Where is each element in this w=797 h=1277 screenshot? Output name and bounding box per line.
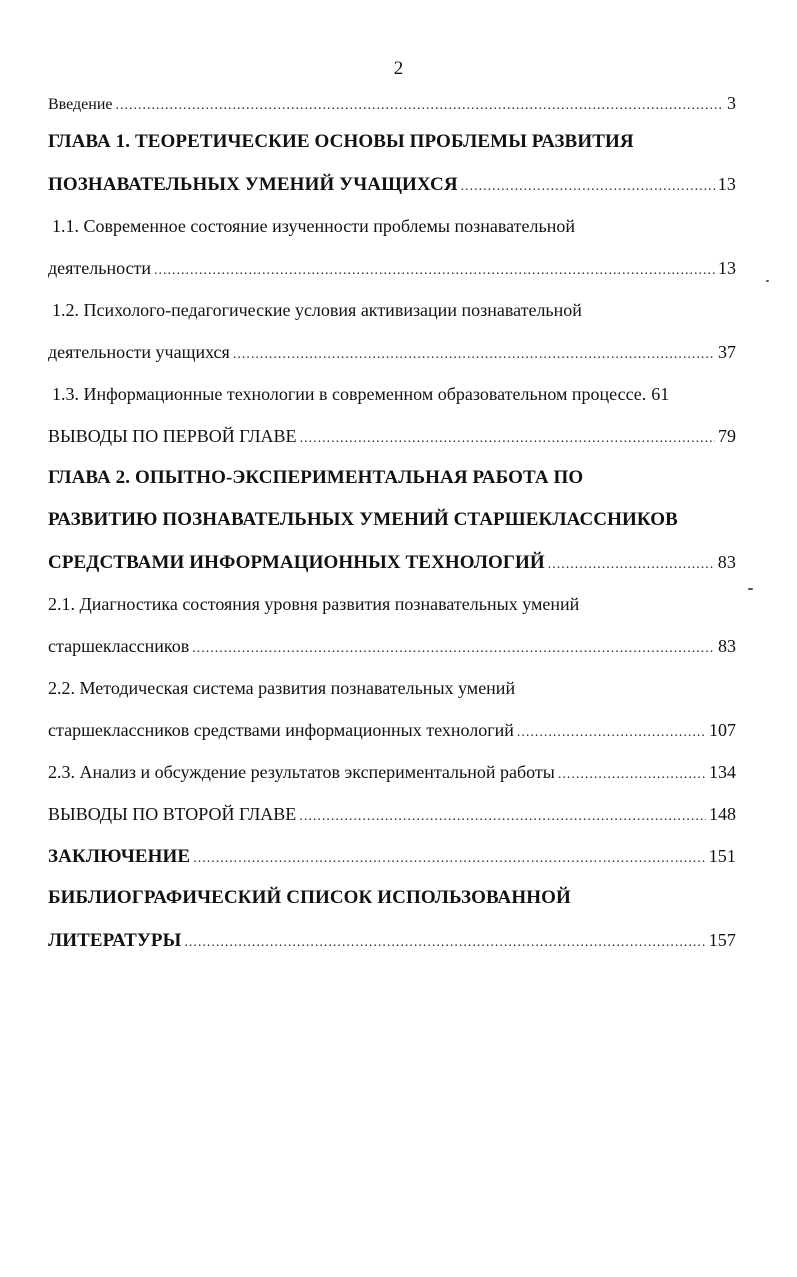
toc-bibliography-line-2 [48,919,736,961]
toc-conclusion [48,835,736,877]
dot-leader [193,838,705,880]
toc-entry-title: 1.3. Информационные технологии в современном образовательном процессе. [52,384,647,404]
toc-entry-page: 79 [718,426,736,446]
toc-section-1-1-line-2 [48,247,736,289]
toc-section-1-1-line-1 [48,205,736,247]
toc-section-2-3 [48,751,736,793]
toc-entry-title: Введение [48,96,113,113]
scan-speck [748,588,753,590]
toc-section-2-1-line-2 [48,625,736,667]
toc-entry-page: 13 [717,174,736,194]
toc-entry-title: БИБЛИОГРАФИЧЕСКИЙ СПИСОК ИСПОЛЬЗОВАННОЙ [48,887,571,908]
dot-leader [184,922,705,964]
toc-entry-title: старшеклассников [48,636,190,656]
toc-entry-title: 1.1. Современное состояние изученности проблемы познавательной [52,216,575,236]
toc-conclusions-chapter-1 [48,415,736,457]
toc-chapter-1-heading-line-1 [48,121,736,163]
toc-entry-title: 2.1. Диагностика состояния уровня развития познавательных умений [48,594,580,614]
page-number: 2 [393,58,404,79]
toc-section-1-3 [48,373,736,415]
toc-bibliography-line-1 [48,877,736,919]
toc-entry-page: 3 [727,93,736,113]
toc-entry-title: 1.2. Психолого-педагогические условия активизации познавательной [52,300,582,320]
dot-leader [548,544,715,586]
toc-entry-title: деятельности [48,258,152,278]
toc-entry-title: 2.2. Методическая система развития познавательных умений [48,678,516,698]
toc-entry-title: РАЗВИТИЮ ПОЗНАВАТЕЛЬНЫХ УМЕНИЙ СТАРШЕКЛАССНИКОВ [48,509,678,530]
dot-leader [192,628,715,670]
toc-entry-title: ЛИТЕРАТУРЫ [48,930,182,951]
toc-chapter-2-heading-line-1 [48,457,736,499]
toc-entry-page: 134 [709,762,736,782]
toc-entry-page: 83 [718,636,736,656]
dot-leader [461,166,715,208]
toc-section-1-2-line-2 [48,331,736,373]
scan-speck [766,280,769,282]
dot-leader [300,418,715,460]
toc-chapter-2-heading-line-2 [48,499,736,541]
dot-leader [299,796,706,838]
dot-leader [233,334,715,376]
toc-section-1-2-line-1 [48,289,736,331]
toc-section-2-1-line-1 [48,583,736,625]
toc-entry-title: ЗАКЛЮЧЕНИЕ [48,846,191,867]
dot-leader [558,754,706,796]
toc-entry-title: ВЫВОДЫ ПО ПЕРВОЙ ГЛАВЕ [48,426,297,446]
toc-entry-page: 13 [718,258,736,278]
toc-entry-title: ВЫВОДЫ ПО ВТОРОЙ ГЛАВЕ [48,804,297,824]
toc-entry-title: старшеклассников средствами информационных технологий [48,720,514,740]
toc-entry-page: 107 [709,720,736,740]
toc-chapter-2-heading-line-3 [48,541,736,583]
toc-entry-page: 37 [718,342,736,362]
toc-section-2-2-line-1 [48,667,736,709]
dot-leader [154,250,715,292]
toc-entry-page: 83 [717,552,736,572]
toc-entry-title: деятельности учащихся [48,342,230,362]
toc-entry-title: 2.3. Анализ и обсуждение результатов экспериментальной работы [48,762,555,782]
toc-entry-title: ПОЗНАВАТЕЛЬНЫХ УМЕНИЙ УЧАЩИХСЯ [48,174,458,195]
toc-entry-introduction [48,85,736,121]
dot-leader [517,712,706,754]
toc-entry-title: ГЛАВА 1. ТЕОРЕТИЧЕСКИЕ ОСНОВЫ ПРОБЛЕМЫ РАЗВИТИЯ [48,131,634,152]
toc-chapter-1-heading-line-2 [48,163,736,205]
toc-entry-page: 148 [709,804,736,824]
toc-entry-page: 151 [708,846,736,866]
toc-entry-page: 157 [708,930,736,950]
toc-conclusions-chapter-2 [48,793,736,835]
table-of-contents [48,85,736,961]
toc-section-2-2-line-2 [48,709,736,751]
dot-leader [116,88,725,124]
toc-entry-title: СРЕДСТВАМИ ИНФОРМАЦИОННЫХ ТЕХНОЛОГИЙ [48,552,545,573]
toc-entry-title: ГЛАВА 2. ОПЫТНО-ЭКСПЕРИМЕНТАЛЬНАЯ РАБОТА ПО [48,467,584,488]
toc-entry-page: 61 [651,384,670,404]
